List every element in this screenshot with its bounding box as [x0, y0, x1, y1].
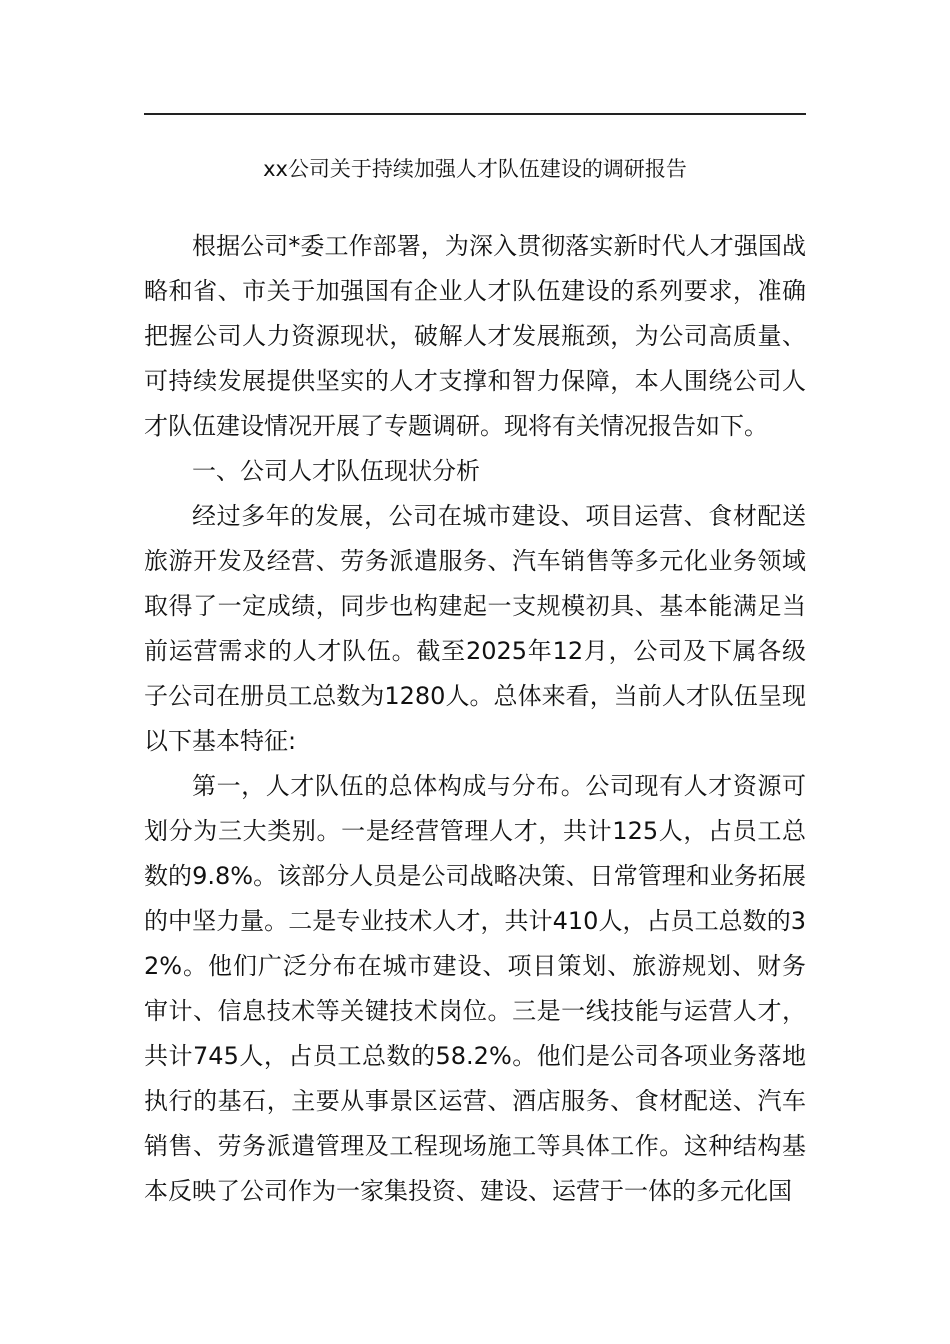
paragraph-composition: 第一，人才队伍的总体构成与分布。公司现有人才资源可划分为三大类别。一是经营管理人才，共计125人，占员工总数的9.8%。该部分人员是公司战略决策、日常管理和业务拓展的中坚力量。二是专业技术人才，共计410人，占员工总数的32%。他们广泛分布在城市建设、项目策划、旅游规划、财务审计、信息技术等关键技术岗位。三是一线技能与运营人才，共计745人，占员工总数的58.2%。他们是公司各项业务落地执行的基石，主要从事景区运营、酒店服务、食材配送、汽车销售、劳务派遣管理及工程现场施工等具体工作。这种结构基本反映了公司作为一家集投资、建设、运营于一体的多元化国: [144, 772, 806, 1205]
header-rule: [144, 113, 806, 115]
document-body: [144, 224, 806, 1214]
paragraph-overview: 经过多年的发展，公司在城市建设、项目运营、食材配送旅游开发及经营、劳务派遣服务、汽车销售等多元化业务领域取得了一定成绩，同步也构建起一支规模初具、基本能满足当前运营需求的人才队伍。截至2025年12月，公司及下属各级子公司在册员工总数为1280人。总体来看，当前人才队伍呈现以下基本特征:: [144, 502, 806, 755]
section-heading-1: 一、公司人才队伍现状分析: [192, 457, 480, 485]
document-title: xx公司关于持续加强人才队伍建设的调研报告: [263, 157, 687, 181]
paragraph-intro: 根据公司*委工作部署，为深入贯彻落实新时代人才强国战略和省、市关于加强国有企业人才队伍建设的系列要求，准确把握公司人力资源现状，破解人才发展瓶颈，为公司高质量、可持续发展提供坚实的人才支撑和智力保障，本人围绕公司人才队伍建设情况开展了专题调研。现将有关情况报告如下。: [144, 232, 806, 440]
